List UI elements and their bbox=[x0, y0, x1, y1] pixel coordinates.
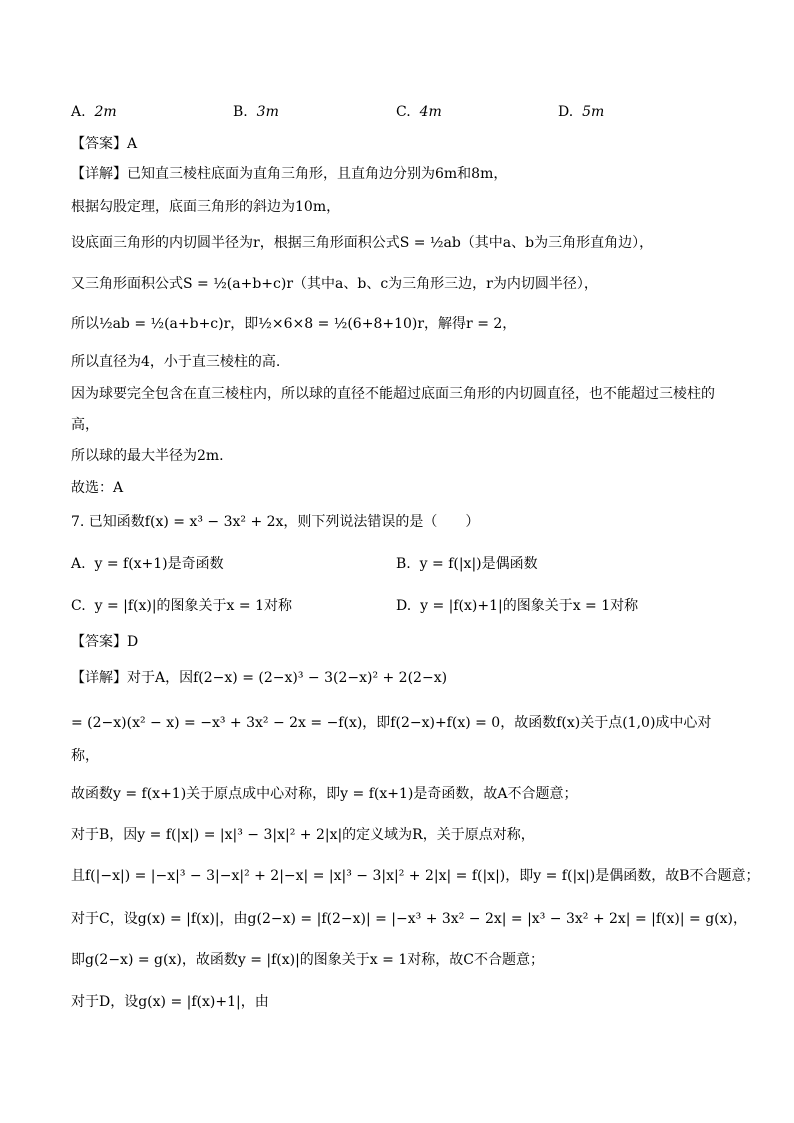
explanation-line: 即g(2−x) = g(x)，故函数y = |f(x)|的图象关于x = 1对称，故C不合题意； bbox=[71, 952, 544, 968]
explanation-line: 对于D，设g(x) = |f(x)+1|，由 bbox=[71, 994, 269, 1010]
explanation-line: 称， bbox=[71, 748, 99, 764]
explanation-line: 又三角形面积公式S = ½(a+b+c)r（其中a、b、c为三角形三边，r为内切圆半径）， bbox=[71, 276, 598, 292]
option-d: D. 5m bbox=[558, 104, 605, 120]
explanation-line: 【详解】对于A，因f(2−x) = (2−x)³ − 3(2−x)² + 2(2−x) bbox=[71, 670, 448, 686]
option-c: C. 4m bbox=[396, 104, 442, 120]
option-a: A. 2m bbox=[71, 104, 117, 120]
explanation-line: 对于C，设g(x) = |f(x)|，由g(2−x) = |f(2−x)| = |−x³ + 3x² − 2x| = |x³ − 3x² + 2x| = |f(x)| = g(x)， bbox=[71, 911, 747, 927]
q7-option-c: C. y = |f(x)|的图象关于x = 1对称 bbox=[71, 598, 292, 614]
explanation-line: 故函数y = f(x+1)关于原点成中心对称，即y = f(x+1)是奇函数，故A不合题意； bbox=[71, 786, 578, 802]
answer-q7: 【答案】D bbox=[71, 634, 139, 650]
question-7: 7. 已知函数f(x) = x³ − 3x² + 2x，则下列说法错误的是（ ） bbox=[71, 514, 480, 530]
answer-q6: 【答案】A bbox=[71, 136, 138, 152]
explanation-line: 所以球的最大半径为2m. bbox=[71, 448, 224, 464]
q7-option-b: B. y = f(|x|)是偶函数 bbox=[396, 556, 538, 572]
explanation-line: 因为球要完全包含在直三棱柱内，所以球的直径不能超过底面三角形的内切圆直径，也不能超过三棱柱的 bbox=[71, 386, 715, 402]
option-b: B. 3m bbox=[233, 104, 279, 120]
explanation-line: = (2−x)(x² − x) = −x³ + 3x² − 2x = −f(x)，即f(2−x)+f(x) = 0，故函数f(x)关于点(1,0)成中心对 bbox=[71, 715, 712, 731]
explanation-line: 所以½ab = ½(a+b+c)r，即½×6×8 = ½(6+8+10)r，解得r = 2， bbox=[71, 316, 517, 332]
q7-option-a: A. y = f(x+1)是奇函数 bbox=[71, 556, 224, 572]
explanation-line: 且f(|−x|) = |−x|³ − 3|−x|² + 2|−x| = |x|³ − 3|x|² + 2|x| = f(|x|)，即y = f(|x|)是偶函数，故B不合题意； bbox=[71, 868, 760, 884]
explanation-line: 故选：A bbox=[71, 480, 124, 496]
explanation-line: 所以直径为4，小于直三棱柱的高. bbox=[71, 354, 281, 370]
explanation-line: 高， bbox=[71, 417, 99, 433]
explanation-line: 【详解】已知直三棱柱底面为直角三角形，且直角边分别为6m和8m， bbox=[71, 166, 508, 182]
explanation-line: 对于B，因y = f(|x|) = |x|³ − 3|x|² + 2|x|的定义域为R，关于原点对称， bbox=[71, 827, 535, 843]
explanation-line: 根据勾股定理，底面三角形的斜边为10m， bbox=[71, 199, 341, 215]
q7-option-d: D. y = |f(x)+1|的图象关于x = 1对称 bbox=[396, 598, 639, 614]
explanation-line: 设底面三角形的内切圆半径为r，根据三角形面积公式S = ½ab（其中a、b为三角形直角边）， bbox=[71, 235, 654, 251]
